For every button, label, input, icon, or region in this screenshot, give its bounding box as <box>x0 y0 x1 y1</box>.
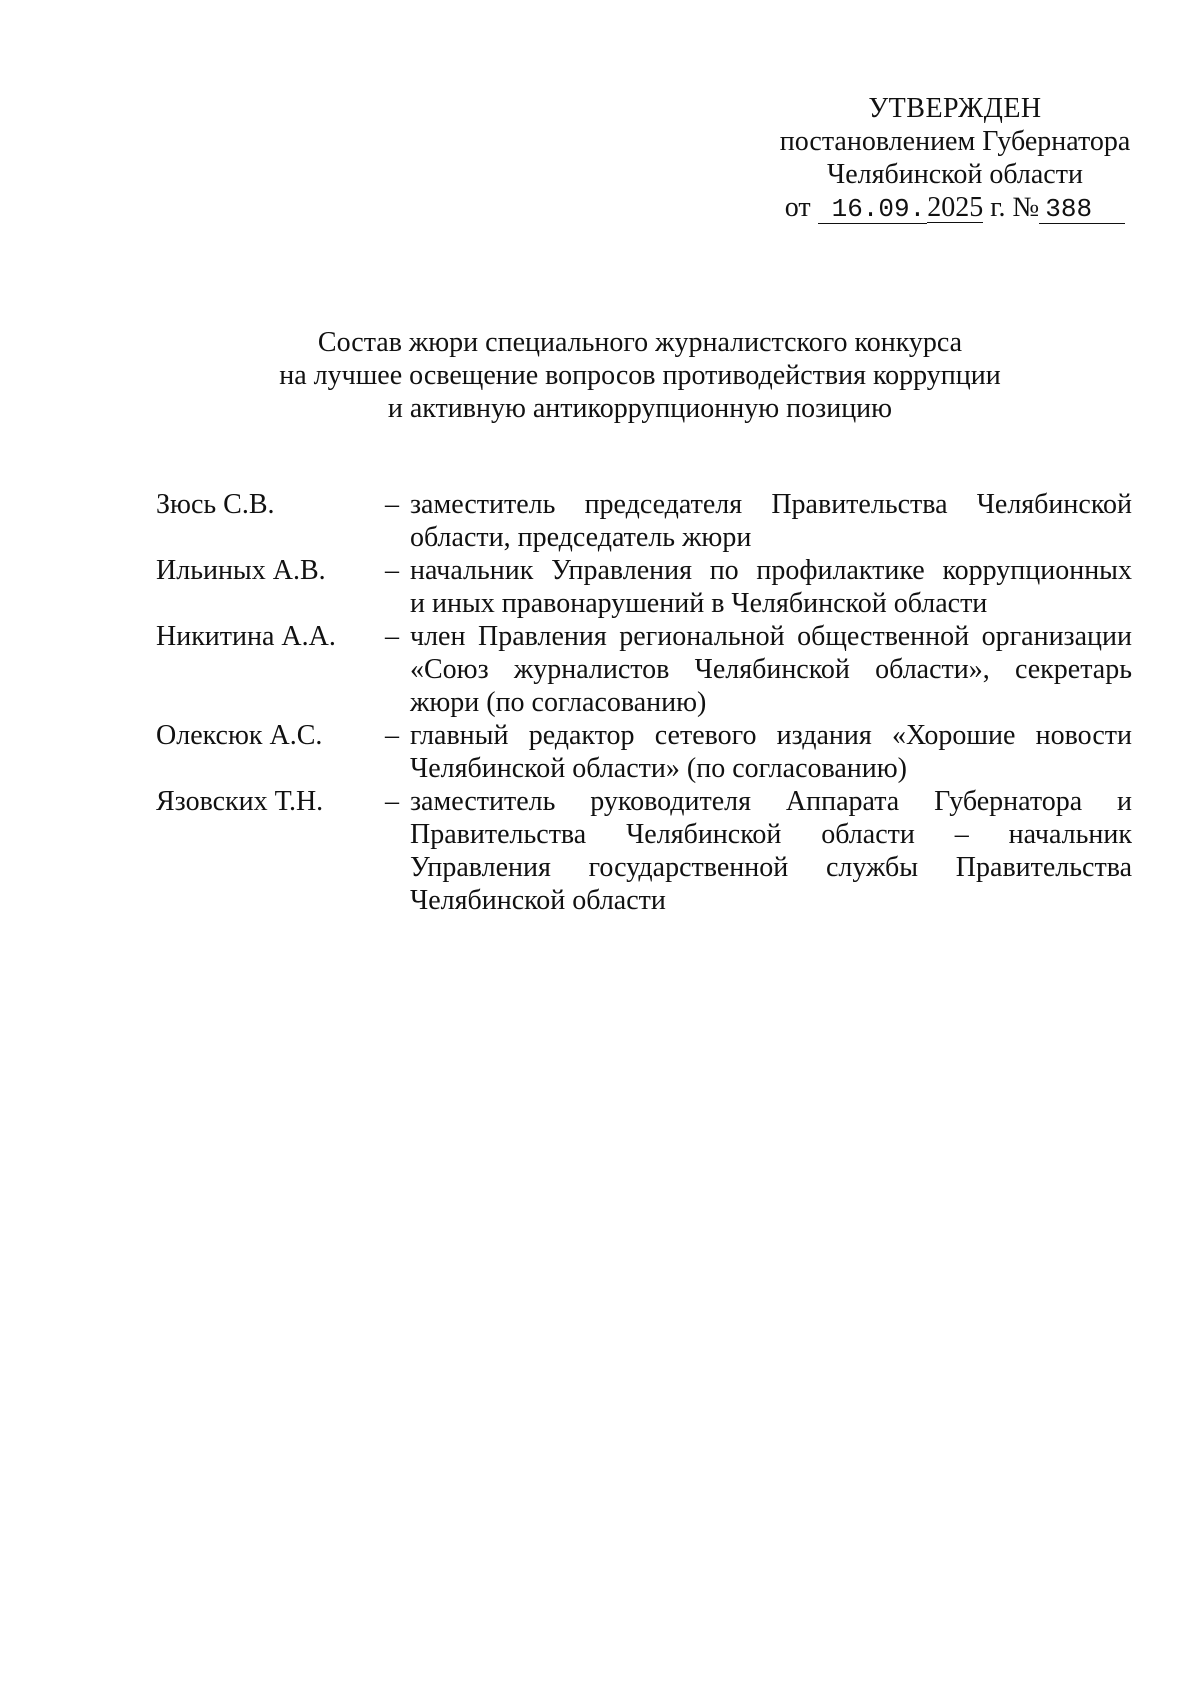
member-role <box>410 620 1132 719</box>
approval-block <box>755 92 1155 224</box>
member-role <box>410 554 1132 620</box>
member-role-line: начальник Управления по профилактике коррупционных <box>410 555 1132 586</box>
member-role <box>410 719 1132 785</box>
member-role-line: Правительства Челябинской области – начальник <box>410 819 1132 850</box>
number-prefix: г. № <box>990 192 1040 223</box>
date-prefix: от <box>784 192 811 223</box>
approval-line-1: постановлением Губернатора <box>779 126 1131 157</box>
member-dash: – <box>385 489 399 520</box>
member-name: Зюсь С.В. <box>156 489 275 520</box>
member-name: Язовских Т.Н. <box>156 786 324 817</box>
member-name: Никитина А.А. <box>156 621 336 652</box>
jury-members-list <box>156 488 1132 917</box>
member-dash: – <box>385 621 399 652</box>
member-row <box>156 719 1132 785</box>
approval-title: УТВЕРЖДЕН <box>868 93 1042 124</box>
member-role-line: жюри (по согласованию) <box>410 687 707 718</box>
document-title <box>150 326 1130 425</box>
approval-date-line <box>755 191 1155 224</box>
title-line-1: Состав жюри специального журналистского конкурса <box>317 327 963 358</box>
member-role <box>410 785 1132 917</box>
member-role-line: и иных правонарушений в Челябинской области <box>410 588 988 619</box>
member-dash: – <box>385 786 399 817</box>
member-row <box>156 785 1132 917</box>
member-role-line: Челябинской области <box>410 885 666 916</box>
member-role-line: области, председатель жюри <box>410 522 752 553</box>
member-name: Ильиных А.В. <box>156 555 326 586</box>
member-role-line: Челябинской области» (по согласованию) <box>410 753 907 784</box>
member-row <box>156 620 1132 719</box>
member-dash: – <box>385 720 399 751</box>
title-line-3: и активную антикоррупционную позицию <box>387 393 893 424</box>
member-role-line: заместитель руководителя Аппарата Губернатора и <box>410 786 1132 817</box>
member-role-line: заместитель председателя Правительства Челябинской <box>410 489 1132 520</box>
member-role-line: член Правления региональной общественной организации <box>410 621 1132 652</box>
member-role-line: главный редактор сетевого издания «Хорошие новости <box>410 720 1132 751</box>
member-role-line: «Союз журналистов Челябинской области», секретарь <box>410 654 1132 685</box>
member-row <box>156 488 1132 554</box>
title-line-2: на лучшее освещение вопросов противодействия коррупции <box>279 360 1001 391</box>
approval-line-2: Челябинской области <box>827 159 1083 190</box>
member-name: Олексюк А.С. <box>156 720 323 751</box>
year-value: 2025 <box>927 192 984 223</box>
member-row <box>156 554 1132 620</box>
member-role-line: Управления государственной службы Правительства <box>410 852 1132 883</box>
member-role <box>410 488 1132 554</box>
number-value: 388 <box>1039 195 1125 224</box>
member-dash: – <box>385 555 399 586</box>
date-value: 16.09. <box>818 195 928 224</box>
